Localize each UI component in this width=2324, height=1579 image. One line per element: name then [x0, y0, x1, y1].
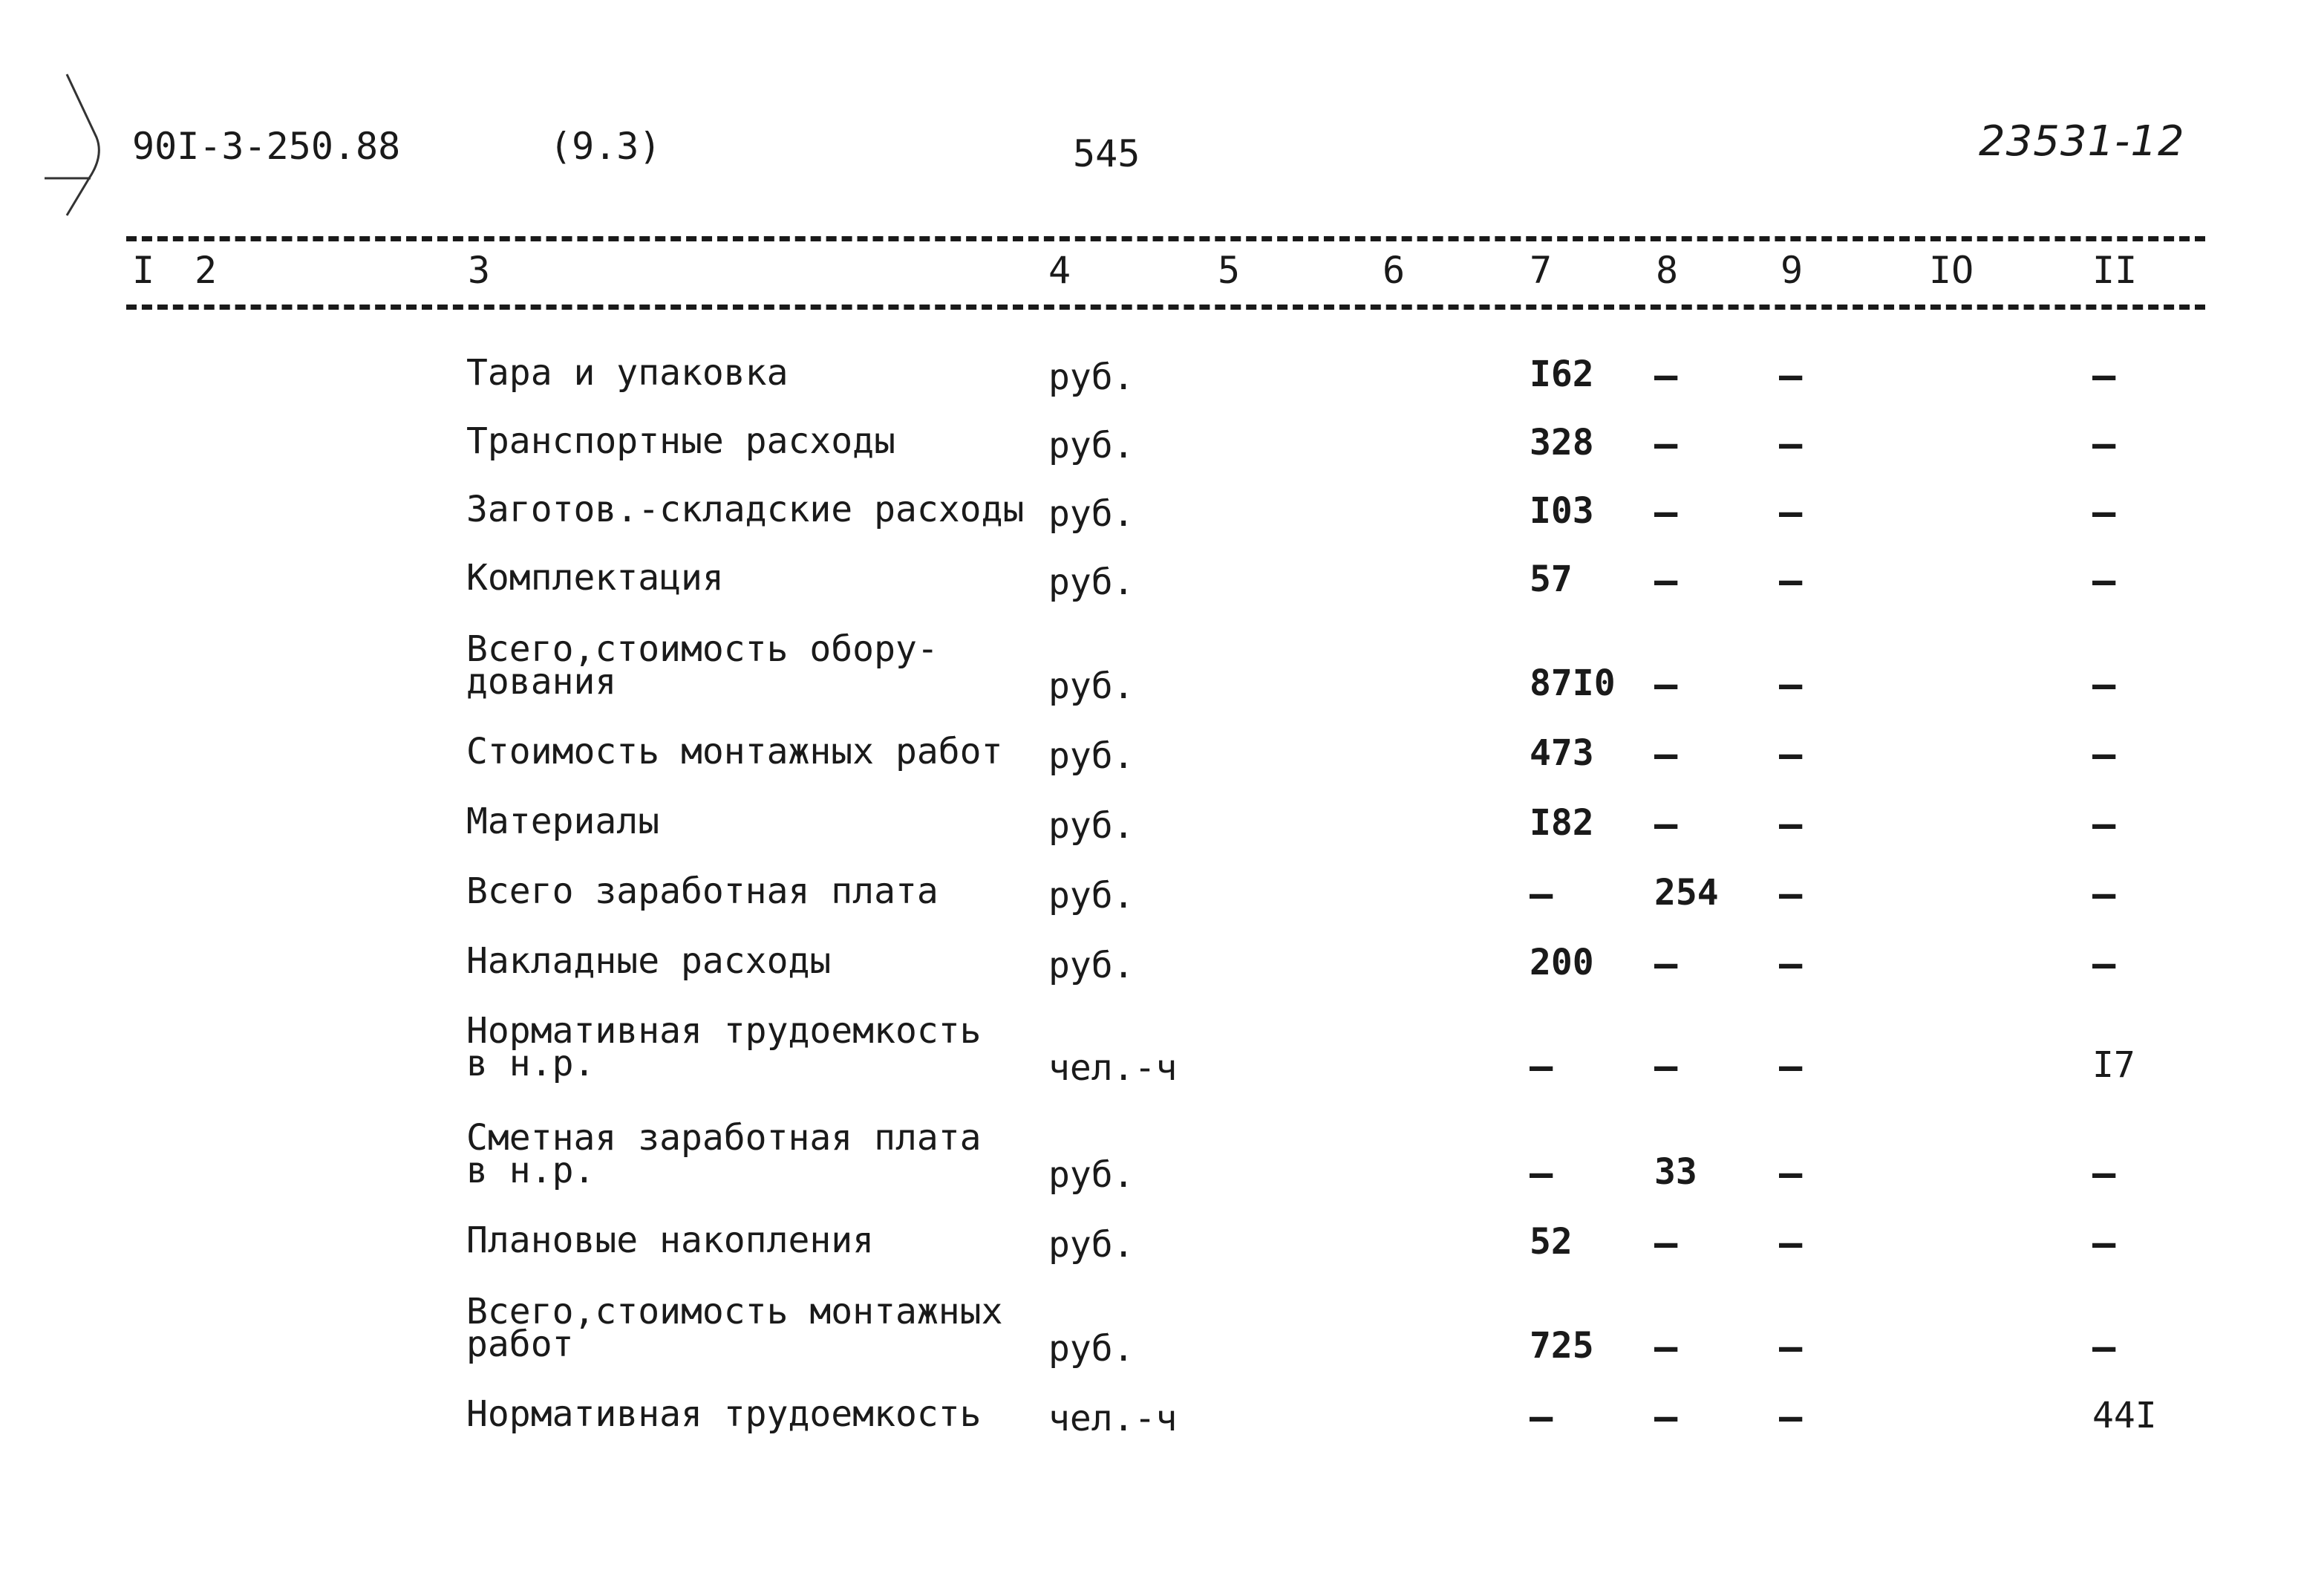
row-unit: руб.	[1048, 805, 1135, 847]
row-col7-value: –	[1530, 1151, 1553, 1196]
column-number-5: 5	[1218, 249, 1241, 292]
row-col8-value: –	[1654, 1395, 1678, 1439]
row-col7-value: 52	[1530, 1221, 1573, 1263]
row-col11-value: –	[2092, 1325, 2116, 1370]
row-unit: руб.	[1048, 357, 1135, 398]
column-number-4: 4	[1048, 249, 1071, 292]
column-number-3: 3	[468, 249, 491, 292]
row-col9-value: –	[1779, 1044, 1803, 1089]
row-col11-value: 44I	[2092, 1395, 2157, 1436]
row-col9-value: –	[1779, 1221, 1803, 1266]
row-col11-value: –	[2092, 1151, 2116, 1196]
sheet-code: 23531-12	[1979, 117, 2185, 166]
column-number-2: 2	[195, 249, 218, 292]
row-description: Материалы	[466, 801, 660, 842]
row-col9-value: –	[1779, 1151, 1803, 1196]
row-col9-value: –	[1779, 1395, 1803, 1439]
row-col11-value: I7	[2092, 1044, 2135, 1086]
row-col9-value: –	[1779, 872, 1803, 917]
row-unit: руб.	[1048, 735, 1135, 777]
row-col7-value: I03	[1530, 490, 1594, 532]
row-col9-value: –	[1779, 354, 1803, 398]
column-number-6: 6	[1383, 249, 1406, 292]
row-col7-value: –	[1530, 1044, 1553, 1089]
row-col8-value: –	[1654, 1221, 1678, 1266]
row-unit: руб.	[1048, 1154, 1135, 1196]
row-col8-value: –	[1654, 732, 1678, 777]
row-unit: руб.	[1048, 1224, 1135, 1266]
row-description: Заготов.-складские расходы	[466, 489, 1025, 530]
row-col11-value: –	[2092, 662, 2116, 707]
document-code: 90I-3-250.88	[132, 125, 401, 168]
row-unit: руб.	[1048, 665, 1135, 707]
row-col8-value: –	[1654, 1325, 1678, 1370]
row-col8-value: –	[1654, 559, 1678, 603]
header-bottom-rule	[126, 305, 2205, 310]
row-description: Сметная заработная плата в н.р.	[466, 1117, 982, 1191]
row-col8-value: 254	[1654, 872, 1719, 914]
row-unit: руб.	[1048, 945, 1135, 986]
row-unit: чел.-ч	[1048, 1047, 1178, 1089]
row-col7-value: 57	[1530, 559, 1573, 600]
row-col7-value: 725	[1530, 1325, 1594, 1367]
row-col7-value: I82	[1530, 802, 1594, 844]
row-col7-value: 87I0	[1530, 662, 1616, 704]
row-col9-value: –	[1779, 559, 1803, 603]
row-col7-value: I62	[1530, 354, 1594, 395]
header-top-rule	[126, 236, 2205, 241]
column-number-1: I	[132, 249, 155, 292]
row-col11-value: –	[2092, 422, 2116, 466]
margin-bracket-mark	[45, 67, 126, 230]
row-unit: руб.	[1048, 425, 1135, 466]
row-col8-value: –	[1654, 802, 1678, 847]
column-number-9: 9	[1780, 249, 1804, 292]
section-number: (9.3)	[549, 125, 662, 168]
row-col7-value: –	[1530, 872, 1553, 917]
row-unit: руб.	[1048, 493, 1135, 535]
row-col9-value: –	[1779, 490, 1803, 535]
row-unit: руб.	[1048, 1328, 1135, 1370]
row-unit: руб.	[1048, 561, 1135, 603]
row-col8-value: –	[1654, 490, 1678, 535]
row-description: Плановые накопления	[466, 1220, 875, 1261]
row-col7-value: –	[1530, 1395, 1553, 1439]
column-number-8: 8	[1656, 249, 1679, 292]
row-col11-value: –	[2092, 732, 2116, 777]
row-description: Всего,стоимость обору- дования	[466, 628, 939, 703]
row-col9-value: –	[1779, 942, 1803, 986]
row-description: Нормативная трудоемкость	[466, 1393, 982, 1435]
row-description: Нормативная трудоемкость в н.р.	[466, 1010, 982, 1084]
row-col9-value: –	[1779, 662, 1803, 707]
row-col11-value: –	[2092, 354, 2116, 398]
row-col8-value: –	[1654, 354, 1678, 398]
page-number: 545	[1073, 132, 1140, 175]
row-description: Стоимость монтажных работ	[466, 731, 1003, 772]
row-col9-value: –	[1779, 422, 1803, 466]
row-col11-value: –	[2092, 490, 2116, 535]
row-col11-value: –	[2092, 872, 2116, 917]
row-col9-value: –	[1779, 802, 1803, 847]
row-col8-value: –	[1654, 422, 1678, 466]
row-col11-value: –	[2092, 802, 2116, 847]
row-col9-value: –	[1779, 1325, 1803, 1370]
row-col9-value: –	[1779, 732, 1803, 777]
row-col7-value: 200	[1530, 942, 1594, 983]
row-description: Всего заработная плата	[466, 870, 939, 912]
column-number-11: II	[2092, 249, 2138, 292]
row-description: Всего,стоимость монтажных работ	[466, 1291, 1003, 1365]
row-col8-value: –	[1654, 662, 1678, 707]
row-unit: руб.	[1048, 875, 1135, 917]
row-col11-value: –	[2092, 942, 2116, 986]
row-col7-value: 328	[1530, 422, 1594, 463]
row-unit: чел.-ч	[1048, 1398, 1178, 1439]
row-description: Накладные расходы	[466, 940, 832, 982]
row-col8-value: –	[1654, 1044, 1678, 1089]
row-col7-value: 473	[1530, 732, 1594, 774]
row-col8-value: –	[1654, 942, 1678, 986]
column-number-7: 7	[1530, 249, 1553, 292]
row-description: Транспортные расходы	[466, 420, 895, 462]
row-col8-value: 33	[1654, 1151, 1697, 1193]
row-description: Комплектация	[466, 557, 724, 599]
row-col11-value: –	[2092, 1221, 2116, 1266]
column-number-10: IO	[1929, 249, 1974, 292]
row-description: Тара и упаковка	[466, 352, 789, 394]
row-col11-value: –	[2092, 559, 2116, 603]
